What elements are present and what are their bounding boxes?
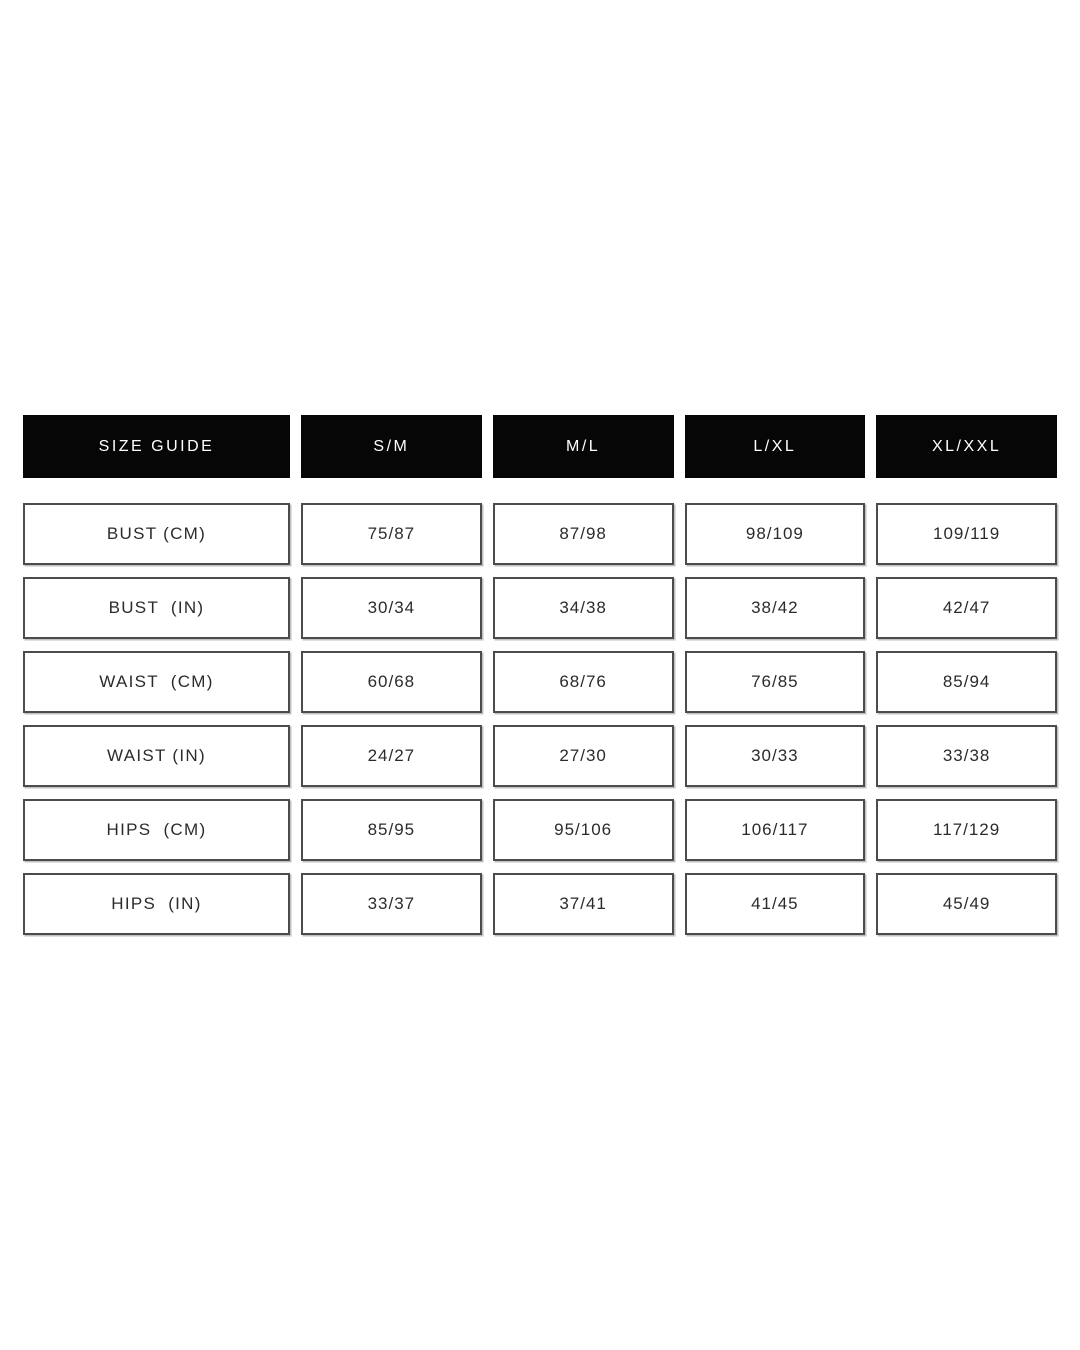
value-cell [685, 725, 866, 787]
value-cell [685, 873, 866, 935]
row-label: BUST (IN) [108, 598, 205, 617]
value-cell [685, 651, 866, 713]
value-cell [493, 873, 674, 935]
value-cell [493, 799, 674, 861]
row-label: WAIST (CM) [99, 672, 214, 691]
cell-value: 38/42 [751, 598, 799, 617]
value-cell [876, 651, 1057, 713]
row-label-cell-bust-cm [23, 503, 290, 565]
cell-value: 24/27 [367, 746, 416, 765]
cell-value: 76/85 [751, 672, 799, 691]
cell-value: 87/98 [559, 524, 607, 543]
cell-value: 27/30 [559, 746, 607, 765]
header-label: M/L [566, 437, 601, 455]
value-cell [685, 577, 866, 639]
header-cell-lxl [685, 415, 866, 478]
cell-value: 33/38 [942, 746, 991, 765]
row-label-cell-hips-in [23, 873, 290, 935]
cell-value: 95/106 [554, 820, 613, 839]
value-cell [876, 873, 1057, 935]
cell-value: 98/109 [745, 524, 804, 543]
header-cell-ml [493, 415, 674, 478]
header-label: XL/XXL [931, 437, 1002, 455]
value-cell [301, 799, 482, 861]
table-body [23, 503, 1057, 935]
row-label-cell-bust-in [23, 577, 290, 639]
row-label: HIPS (CM) [106, 820, 207, 839]
cell-value: 37/41 [559, 894, 607, 913]
header-cell-sm [301, 415, 482, 478]
cell-value: 45/49 [942, 894, 991, 913]
value-cell [876, 503, 1057, 565]
cell-value: 41/45 [751, 894, 799, 913]
header-cell-xlxxl [876, 415, 1057, 478]
header-cell-size-guide [23, 415, 290, 478]
cell-value: 109/119 [933, 524, 1001, 543]
cell-value: 85/95 [367, 820, 416, 839]
value-cell [301, 651, 482, 713]
size-guide-table [23, 415, 1057, 935]
row-label-cell-waist-in [23, 725, 290, 787]
cell-value: 42/47 [942, 598, 991, 617]
row-label: WAIST (IN) [107, 746, 206, 765]
table-header-row [23, 415, 1057, 478]
value-cell [493, 725, 674, 787]
value-cell [493, 651, 674, 713]
value-cell [493, 577, 674, 639]
cell-value: 33/37 [367, 894, 416, 913]
value-cell [301, 577, 482, 639]
value-cell [301, 873, 482, 935]
value-cell [685, 503, 866, 565]
cell-value: 30/33 [751, 746, 799, 765]
value-cell [876, 577, 1057, 639]
header-label: S/M [373, 437, 410, 455]
value-cell [685, 799, 866, 861]
cell-value: 34/38 [559, 598, 607, 617]
value-cell [493, 503, 674, 565]
row-label-cell-hips-cm [23, 799, 290, 861]
cell-value: 117/129 [933, 820, 1001, 839]
cell-value: 75/87 [367, 524, 416, 543]
cell-value: 68/76 [559, 672, 607, 691]
cell-value: 106/117 [741, 820, 809, 839]
row-label-cell-waist-cm [23, 651, 290, 713]
row-label: HIPS (IN) [111, 894, 202, 913]
value-cell [876, 725, 1057, 787]
cell-value: 60/68 [367, 672, 416, 691]
value-cell [301, 725, 482, 787]
value-cell [876, 799, 1057, 861]
header-label: L/XL [753, 437, 797, 455]
cell-value: 85/94 [942, 672, 991, 691]
value-cell [301, 503, 482, 565]
row-label: BUST (CM) [106, 524, 207, 543]
cell-value: 30/34 [367, 598, 416, 617]
header-label: SIZE GUIDE [98, 437, 215, 455]
